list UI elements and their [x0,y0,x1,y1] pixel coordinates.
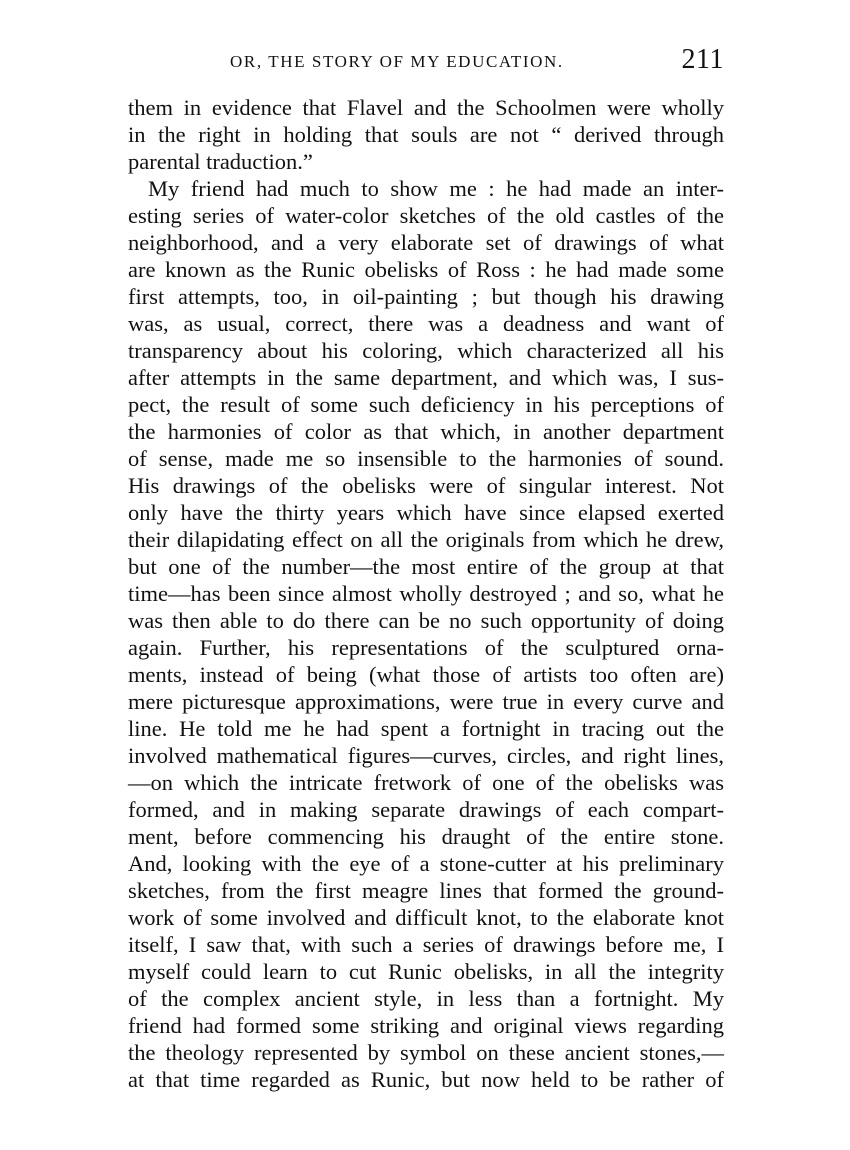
text-line: —on which the intricate fretwork of one of the obelisks was [128,770,724,795]
text-line: first attempts, too, in oil-painting ; but though his drawing [128,284,724,309]
text-line: friend had formed some striking and original views regarding [128,1013,724,1038]
text-line: mere picturesque approximations, were true in every curve and [128,689,724,714]
text-line: esting series of water-color sketches of the old castles of the [128,203,724,228]
text-line: time—has been since almost wholly destroyed ; and so, what he [128,581,724,606]
text-line: pect, the result of some such deficiency in his perceptions of [128,392,724,417]
text-line: at that time regarded as Runic, but now held to be rather of [128,1067,724,1092]
text-line: are known as the Runic obelisks of Ross : he had made some [128,257,724,282]
text-line: And, looking with the eye of a stone-cutter at his preliminary [128,851,724,876]
text-line: sketches, from the first meagre lines that formed the ground- [128,878,724,903]
text-line: formed, and in making separate drawings of each compart- [128,797,724,822]
text-line: after attempts in the same department, and which was, I sus- [128,365,724,390]
text-line: transparency about his coloring, which characterized all his [128,338,724,363]
text-line: only have the thirty years which have since elapsed exerted [128,500,724,525]
text-line: of the complex ancient style, in less than a fortnight. My [128,986,724,1011]
body-text [128,94,724,1093]
text-line: ments, instead of being (what those of artists too often are) [128,662,724,687]
text-line: again. Further, his representations of the sculptured orna- [128,635,724,660]
text-line: neighborhood, and a very elaborate set of drawings of what [128,230,724,255]
text-line: but one of the number—the most entire of the group at that [128,554,724,579]
text-line: in the right in holding that souls are not “ derived through [128,122,724,147]
text-line: was then able to do there can be no such opportunity of doing [128,608,724,633]
page-number: 211 [681,44,724,75]
text-line: the theology represented by symbol on these ancient stones,— [128,1040,724,1065]
text-line: myself could learn to cut Runic obelisks, in all the integrity [128,959,724,984]
text-line: involved mathematical figures—curves, circles, and right lines, [128,743,724,768]
text-line: their dilapidating effect on all the originals from which he drew, [128,527,724,552]
text-line: the harmonies of color as that which, in another department [128,419,724,444]
text-line: itself, I saw that, with such a series of drawings before me, I [128,932,724,957]
text-line: work of some involved and difficult knot, to the elaborate knot [128,905,724,930]
text-line: was, as usual, correct, there was a deadness and want of [128,311,724,336]
text-line: them in evidence that Flavel and the Schoolmen were wholly [128,95,724,120]
text-line: ment, before commencing his draught of the entire stone. [128,824,724,849]
text-line: of sense, made me so insensible to the harmonies of sound. [128,446,724,471]
running-title: OR, THE STORY OF MY EDUCATION. [230,52,564,71]
text-line: parental traduction.” [128,149,313,174]
text-line: His drawings of the obelisks were of singular interest. Not [128,473,724,498]
text-line: line. He told me he had spent a fortnight in tracing out the [128,716,724,741]
text-line: My friend had much to show me : he had made an inter- [148,176,724,201]
running-head [128,44,724,78]
